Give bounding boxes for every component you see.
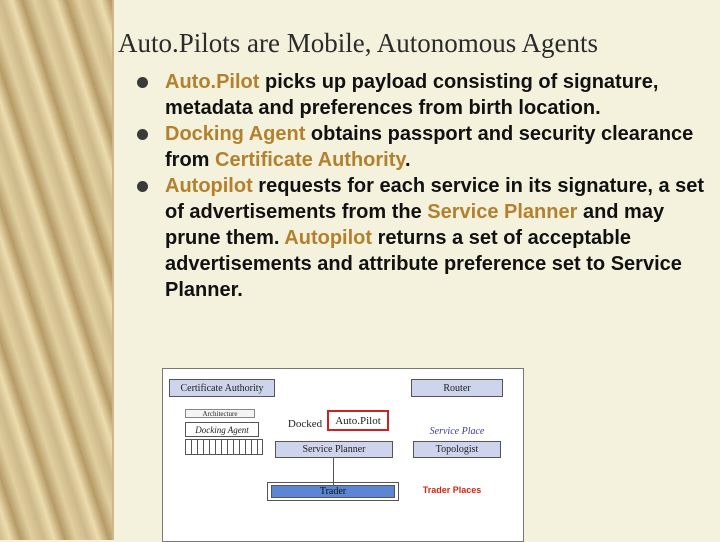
trader-box: Trader <box>271 485 395 498</box>
trader-places-label: Trader Places <box>422 485 482 495</box>
sidebar-divider <box>112 0 114 540</box>
bullet-text: and may prune them. <box>165 201 665 249</box>
bullet-text: returns a set of acceptable advertisements and attribute preference set to Service Planner. <box>165 227 682 301</box>
bullet-text: picks up payload consisting of signature, metadata and preferences from birth location. <box>165 71 659 119</box>
certificate-authority-box: Certificate Authority <box>169 379 275 397</box>
docked-label: Docked <box>287 418 323 430</box>
highlighted-term: Autopilot <box>165 175 253 197</box>
topologist-box: Topologist <box>413 441 501 458</box>
bullet-item <box>137 121 720 173</box>
service-planner-box: Service Planner <box>275 441 393 458</box>
highlighted-term: Certificate Authority <box>215 149 406 171</box>
highlighted-term: Autopilot <box>284 227 373 249</box>
bullet-dot-icon <box>137 77 148 88</box>
bullet-text: . <box>405 149 411 171</box>
bullet-text: requests for each service in its signature, a set of advertisements from the <box>165 175 705 223</box>
architecture-label: Architecture <box>185 409 255 418</box>
highlighted-term: Auto.Pilot <box>165 71 260 93</box>
bullet-item <box>137 69 720 121</box>
decorative-sidebar <box>0 0 112 540</box>
autopilot-box: Auto.Pilot <box>327 410 389 431</box>
docking-agent-box: Docking Agent <box>185 422 259 437</box>
bullet-text: obtains passport and security clearance from <box>165 123 694 171</box>
bullet-dot-icon <box>137 181 148 192</box>
docking-grid <box>185 439 263 455</box>
architecture-diagram <box>162 368 524 542</box>
bullet-item <box>137 173 720 303</box>
highlighted-term: Docking Agent <box>165 123 306 145</box>
slide-title: Auto.Pilots are Mobile, Autonomous Agents <box>118 28 599 58</box>
highlighted-term: Service Planner <box>427 201 578 223</box>
router-box: Router <box>411 379 503 397</box>
bullet-dot-icon <box>137 129 148 140</box>
bullet-list <box>137 69 720 303</box>
service-place-label: Service Place <box>429 425 485 437</box>
